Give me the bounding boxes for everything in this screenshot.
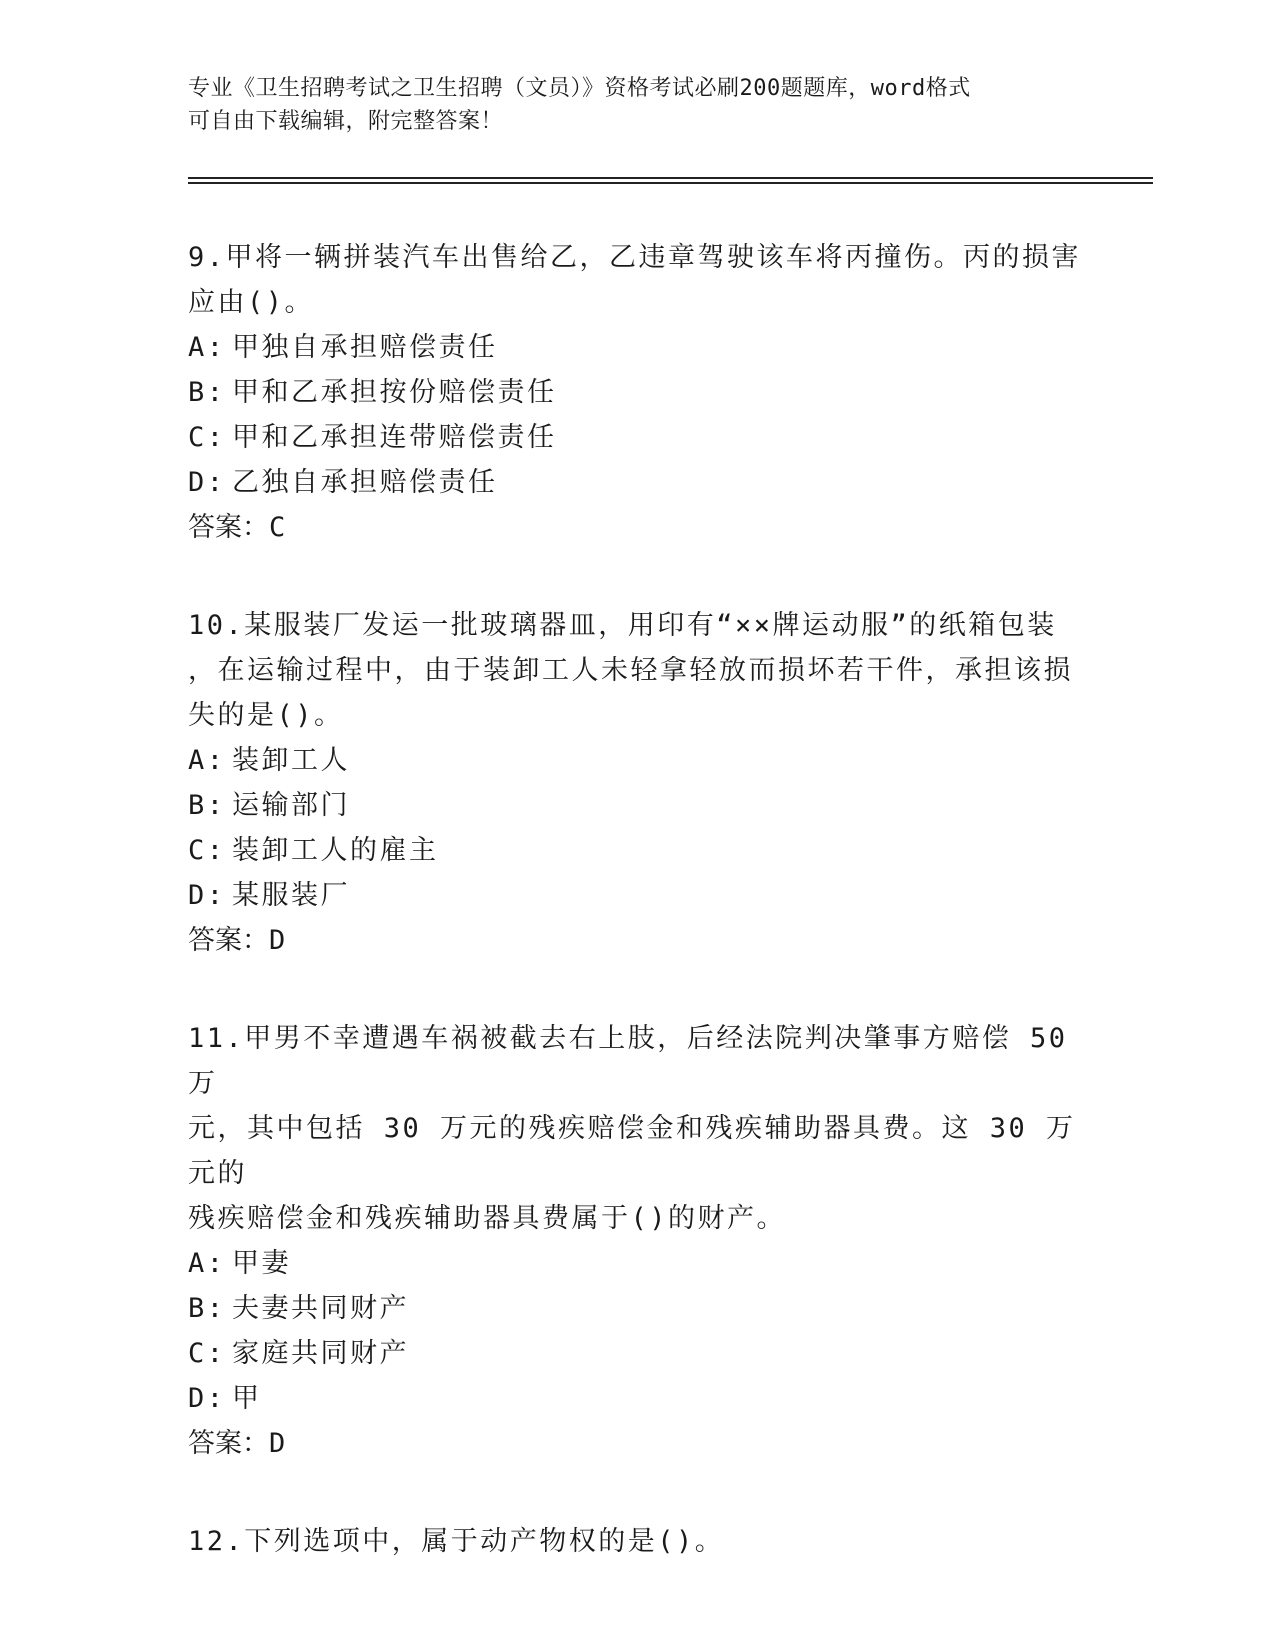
- answer-option: [188, 370, 1088, 415]
- option-text: 某服装厂: [232, 880, 350, 911]
- answer-label: 答案：: [188, 925, 269, 956]
- option-text: 甲和乙承担连带赔偿责任: [232, 422, 557, 453]
- option-key: D:: [188, 880, 226, 911]
- question-text-line: 应由()。: [188, 287, 315, 318]
- option-text: 运输部门: [232, 790, 350, 821]
- answer-line: [188, 505, 1088, 550]
- option-key: C:: [188, 1338, 226, 1369]
- question-block: [188, 1016, 1088, 1466]
- question-block: [188, 235, 1088, 550]
- answer-option: [188, 1286, 1088, 1331]
- question-block: [188, 1519, 1088, 1564]
- answer-option: [188, 828, 1088, 873]
- option-text: 甲妻: [232, 1248, 291, 1279]
- answer-line: [188, 918, 1088, 963]
- answer-option: [188, 415, 1088, 460]
- option-text: 家庭共同财产: [232, 1338, 409, 1369]
- answer-option: [188, 460, 1088, 505]
- answer-option: [188, 1376, 1088, 1421]
- answer-label: 答案：: [188, 1428, 269, 1459]
- answer-option: [188, 873, 1088, 918]
- option-key: A:: [188, 1248, 226, 1279]
- question-text-line: 残疾赔偿金和残疾辅助器具费属于()的财产。: [188, 1203, 787, 1234]
- answer-value: D: [269, 925, 286, 956]
- option-text: 装卸工人: [232, 745, 350, 776]
- header-divider-bottom: [188, 182, 1153, 184]
- question-list: [188, 235, 1088, 1617]
- option-key: D:: [188, 467, 226, 498]
- answer-value: D: [269, 1428, 286, 1459]
- option-text: 甲独自承担赔偿责任: [232, 332, 498, 363]
- option-text: 装卸工人的雇主: [232, 835, 439, 866]
- option-key: C:: [188, 835, 226, 866]
- header-divider-top: [188, 177, 1153, 179]
- question-text-line: 10.某服装厂发运一批玻璃器皿，用印有“××牌运动服”的纸箱包装: [188, 610, 1057, 641]
- option-text: 夫妻共同财产: [232, 1293, 409, 1324]
- option-key: B:: [188, 377, 226, 408]
- question-text-line: ，在运输过程中，由于装卸工人未轻拿轻放而损坏若干件，承担该损: [188, 655, 1073, 686]
- question-text-line: 11.甲男不幸遭遇车祸被截去右上肢，后经法院判决肇事方赔偿 50 万: [188, 1023, 1068, 1099]
- question-text-line: 失的是()。: [188, 700, 344, 731]
- answer-option: [188, 1241, 1088, 1286]
- question-text-line: 9.甲将一辆拼装汽车出售给乙，乙违章驾驶该车将丙撞伤。丙的损害: [188, 242, 1082, 273]
- option-key: C:: [188, 422, 226, 453]
- option-key: A:: [188, 745, 226, 776]
- question-text-line: 12.下列选项中，属于动产物权的是()。: [188, 1526, 725, 1557]
- answer-option: [188, 1331, 1088, 1376]
- answer-option: [188, 325, 1088, 370]
- option-text: 乙独自承担赔偿责任: [232, 467, 498, 498]
- option-key: D:: [188, 1383, 226, 1414]
- answer-value: C: [269, 512, 286, 543]
- answer-line: [188, 1421, 1088, 1466]
- header-line-1: 专业《卫生招聘考试之卫生招聘（文员）》资格考试必刷200题题库，word格式: [188, 76, 971, 101]
- option-key: B:: [188, 790, 226, 821]
- document-header: [188, 72, 1088, 138]
- question-text-line: 元，其中包括 30 万元的残疾赔偿金和残疾辅助器具费。这 30 万元的: [188, 1113, 1076, 1189]
- option-key: B:: [188, 1293, 226, 1324]
- option-text: 甲和乙承担按份赔偿责任: [232, 377, 557, 408]
- answer-option: [188, 738, 1088, 783]
- option-key: A:: [188, 332, 226, 363]
- header-line-2: 可自由下载编辑，附完整答案！: [188, 109, 504, 134]
- option-text: 甲: [232, 1383, 262, 1414]
- answer-option: [188, 783, 1088, 828]
- question-block: [188, 603, 1088, 963]
- answer-label: 答案：: [188, 512, 269, 543]
